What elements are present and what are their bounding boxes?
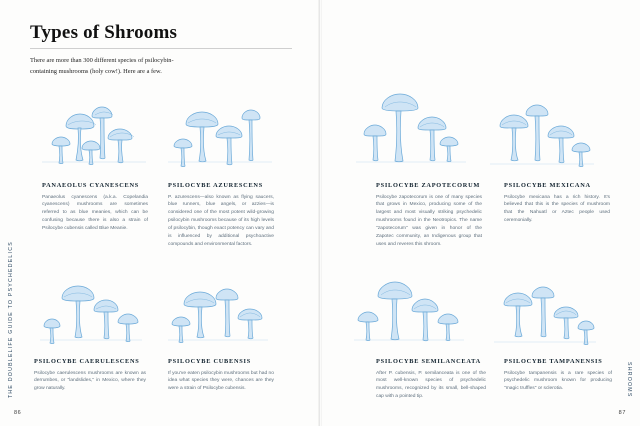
entry-psilocybe-tampanensis <box>504 358 612 393</box>
entry-body: Psilocybe caerulescens mushrooms are known as derrumbes, or "landslides," in Mexico, where they grow naturally. <box>34 370 146 392</box>
entry-body: Psilocybe tampanensis is a rare species of psychedelic mushroom known for producing "magic truffles" or sclerotia. <box>504 370 612 392</box>
page-intro: There are more than 300 different species of psilocybin-containing mushrooms (holy cow!). Here are a few. <box>30 57 174 76</box>
entry-body: After P. cubensis, P. semilanceata is one of the most well-known species of psychedelic mushrooms, recognized by its small, bell-shaped cap with a pointed tip. <box>376 370 486 400</box>
entry-body: P. azurescens—also known as flying saucers, blue runners, blue angels, or azzies—is considered one of the most potent wild-growing psilocybin mushrooms because of its high levels of psilocybin, though exact potency can vary and is influenced by additional psychoactive compounds and environmental factors. <box>168 194 274 248</box>
entry-body: Panaeolus cyanescens (a.k.a. Copelandia cyanescens) mushrooms are sometimes referred to as blue meanies, which can be confusing because there is also a strain of Psilocybe cubensis called Blue Meanie. <box>42 194 148 232</box>
entry-title: PANAEOLUS CYANESCENS <box>42 182 140 189</box>
entry-title: PSILOCYBE SEMILANCEATA <box>376 358 481 365</box>
entry-body: Psilocybe zapotecorum is one of many species that grows in Mexico, producing some of the largest and most visually striking psychedelic mushrooms found in the Neotropics. The name "zapotecorum" was given in honor of the Zapotec community, an Indigenous group that uses and reveres this shroom. <box>376 194 482 248</box>
folio-right: 87 <box>618 410 626 416</box>
entry-panaeolus-cyanescens <box>42 182 148 233</box>
entry-title: PSILOCYBE CAERULESCENS <box>34 358 140 365</box>
entry-body: If you've eaten psilocybin mushrooms but had no idea what species they were, chances are they were a strain of Psilocybe cubensis. <box>168 370 274 392</box>
entry-psilocybe-semilanceata <box>376 358 486 401</box>
entry-psilocybe-cubensis <box>168 358 274 393</box>
title-divider <box>30 48 292 49</box>
running-head-left: THE DOUBLELIFE GUIDE TO PSYCHEDELICS <box>8 241 14 398</box>
entry-body: Psilocybe mexicana has a rich history. It's believed that this is the species of mushroom that the Nahuatl or Aztec people used ceremonially. <box>504 194 610 224</box>
folio-left: 86 <box>14 410 22 416</box>
entry-psilocybe-caerulescens <box>34 358 146 393</box>
entry-title: PSILOCYBE ZAPOTECORUM <box>376 182 481 189</box>
entry-title: PSILOCYBE TAMPANENSIS <box>504 358 603 365</box>
entry-title: PSILOCYBE MEXICANA <box>504 182 591 189</box>
entry-title: PSILOCYBE AZURESCENS <box>168 182 263 189</box>
running-head-right: SHROOMS <box>626 362 632 398</box>
entry-psilocybe-azurescens <box>168 182 274 249</box>
entry-psilocybe-mexicana <box>504 182 610 225</box>
entry-psilocybe-zapotecorum <box>376 182 482 249</box>
page-title: Types of Shrooms <box>30 22 178 43</box>
entry-title: PSILOCYBE CUBENSIS <box>168 358 251 365</box>
